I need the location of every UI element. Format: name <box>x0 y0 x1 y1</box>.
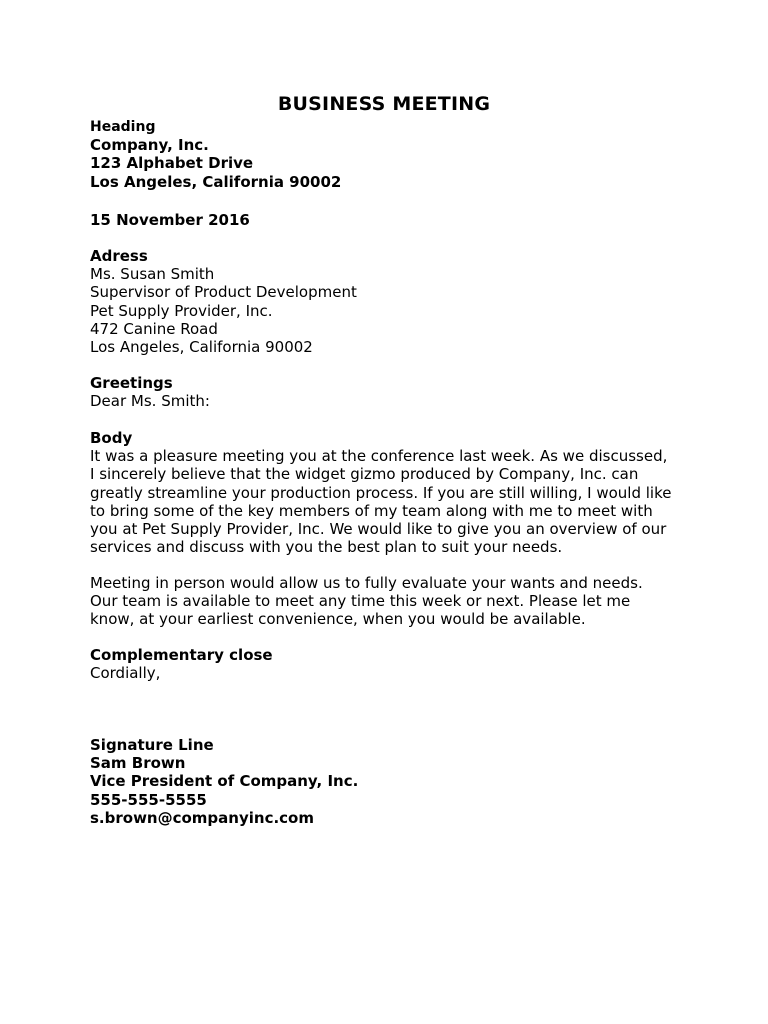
body-line: services and discuss with you the best plan to suit your needs. <box>90 538 563 557</box>
address-line: Supervisor of Product Development <box>90 283 357 302</box>
heading-block <box>90 118 690 191</box>
signer-email: s.brown@companyinc.com <box>90 808 314 827</box>
body-line: It was a pleasure meeting you at the conference last week. As we discussed, <box>90 447 668 466</box>
salutation: Dear Ms. Smith: <box>90 392 210 411</box>
letter-date: 15 November 2016 <box>90 211 250 229</box>
address-block <box>90 247 690 356</box>
body-block <box>90 429 690 556</box>
sender-city: Los Angeles, California 90002 <box>90 172 342 191</box>
greetings-block <box>90 374 690 410</box>
body-line: I sincerely believe that the widget gizmo produced by Company, Inc. can <box>90 465 639 484</box>
body-label: Body <box>90 429 133 447</box>
signer-name: Sam Brown <box>90 754 186 773</box>
date-block <box>90 211 690 229</box>
heading-label: Heading <box>90 119 156 135</box>
close-label: Complementary close <box>90 646 273 664</box>
address-line: Pet Supply Provider, Inc. <box>90 301 273 320</box>
body-line: know, at your earliest convenience, when you would be available. <box>90 610 586 629</box>
address-line: 472 Canine Road <box>90 319 218 338</box>
body-line: Our team is available to meet any time this week or next. Please let me <box>90 592 631 611</box>
signer-title: Vice President of Company, Inc. <box>90 772 359 791</box>
sender-street: 123 Alphabet Drive <box>90 154 254 173</box>
body-line: Meeting in person would allow us to fully evaluate your wants and needs. <box>90 574 643 592</box>
body-paragraph-2 <box>90 574 690 629</box>
address-label: Adress <box>90 247 148 265</box>
body-line: greatly streamline your production process. If you are still willing, I would like <box>90 483 672 502</box>
body-line: to bring some of the key members of my team along with me to meet with <box>90 501 653 520</box>
address-line: Los Angeles, California 90002 <box>90 338 313 357</box>
address-line: Ms. Susan Smith <box>90 265 215 284</box>
sender-company: Company, Inc. <box>90 136 209 155</box>
signature-label: Signature Line <box>90 736 214 754</box>
signer-phone: 555-555-5555 <box>90 790 207 809</box>
close-text: Cordially, <box>90 664 161 683</box>
document-title: BUSINESS MEETING <box>277 93 491 115</box>
signature-block <box>90 736 690 827</box>
body-line: you at Pet Supply Provider, Inc. We would like to give you an overview of our <box>90 520 667 539</box>
close-block <box>90 646 690 682</box>
greetings-label: Greetings <box>90 374 173 392</box>
